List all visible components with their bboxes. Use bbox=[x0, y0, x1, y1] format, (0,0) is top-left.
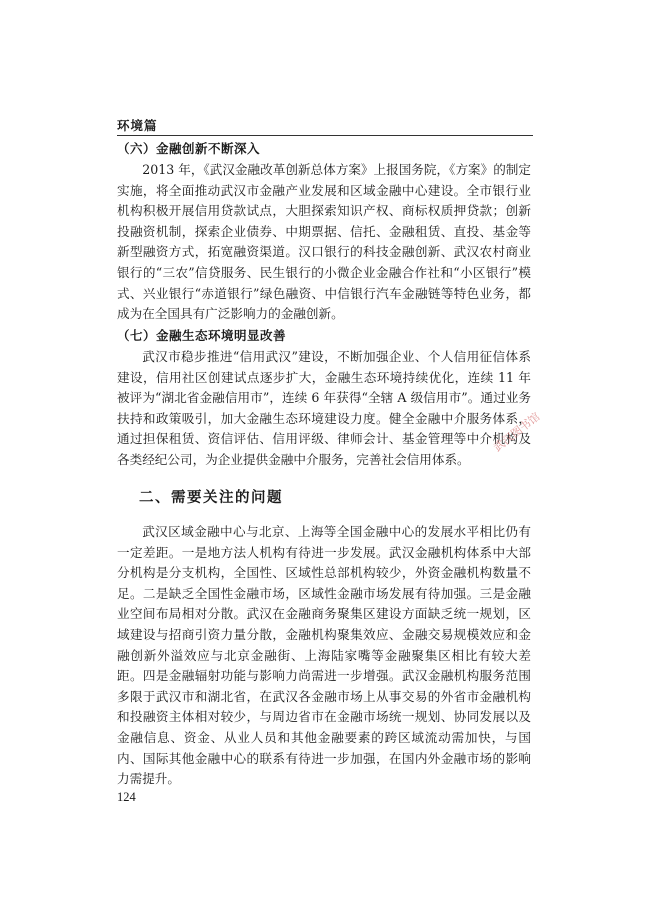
header-rule bbox=[117, 135, 533, 136]
watermark-text: 武汉图书馆 bbox=[491, 410, 543, 455]
section-6-paragraph: 2013 年，《武汉金融改革创新总体方案》上报国务院，《方案》的制定实施，将全面推动武汉市金融产业发展和区域金融中心建设。全市银行业机构积极开展信用贷款试点，大胆探索知识产权、商标权质押贷款；创新投融资机制，探索企业债券、中期票据、信托、金融租赁、直投、基金等新型融资方式，拓宽融资渠道。汉口银行的科技金融创新、武汉农村商业银行的“三农”信贷服务、民生银行的小微企业金融合作社和“小区银行”模式、兴业银行“赤道银行”绿色融资、中信银行汽车金融链等特色业务，都成为在全国具有广泛影响力的金融创新。 bbox=[117, 162, 531, 322]
section-7-paragraph: 武汉市稳步推进“信用武汉”建设，不断加强企业、个人信用征信体系建设，信用社区创建试点逐步扩大，金融生态环境持续优化，连续 11 年被评为“湖北省金融信用市”，连续 6 年获得“全辖 A 级信用市”。通过业务扶持和政策吸引，加大金融生态环境建设力度。健全金融中介服务体系，通过担保租赁、资信评估、信用评级、律师会计、基金管理等中介机构及各类经纪公司，为企业提供金融中介服务，完善社会信用体系。 bbox=[117, 349, 531, 467]
part-2-heading: 二、需要关注的问题 bbox=[139, 490, 283, 506]
section-heading-6: （六）金融创新不断深入 bbox=[117, 141, 261, 156]
page-number: 124 bbox=[117, 790, 136, 804]
running-header: 环境篇 bbox=[117, 118, 158, 133]
section-heading-7: （七）金融生态环境明显改善 bbox=[117, 328, 287, 343]
part-2-paragraph: 武汉区域金融中心与北京、上海等全国金融中心的发展水平相比仍有一定差距。一是地方法人机构有待进一步发展。武汉金融机构体系中大部分机构是分支机构，全国性、区域性总部机构较少，外资金融机构数量不足。二是缺乏全国性金融市场，区域性金融市场发展有待加强。三是金融业空间布局相对分散。武汉在金融商务聚集区建设方面缺乏统一规划，区域建设与招商引资力量分散，金融机构聚集效应、金融交易规模效应和金融创新外溢效应与北京金融街、上海陆家嘴等金融聚集区相比有较大差距。四是金融辐射功能与影响力尚需进一步增强。武汉金融机构服务范围多限于武汉市和湖北省，在武汉各金融市场上从事交易的外省市金融机构和投融资主体相对较少，与周边省市在金融市场统一规划、协同发展以及金融信息、资金、从业人员和其他金融要素的跨区域流动需加快，与国内、国际其他金融中心的联系有待进一步加强，在国内外金融市场的影响力需提升。 bbox=[117, 524, 531, 787]
